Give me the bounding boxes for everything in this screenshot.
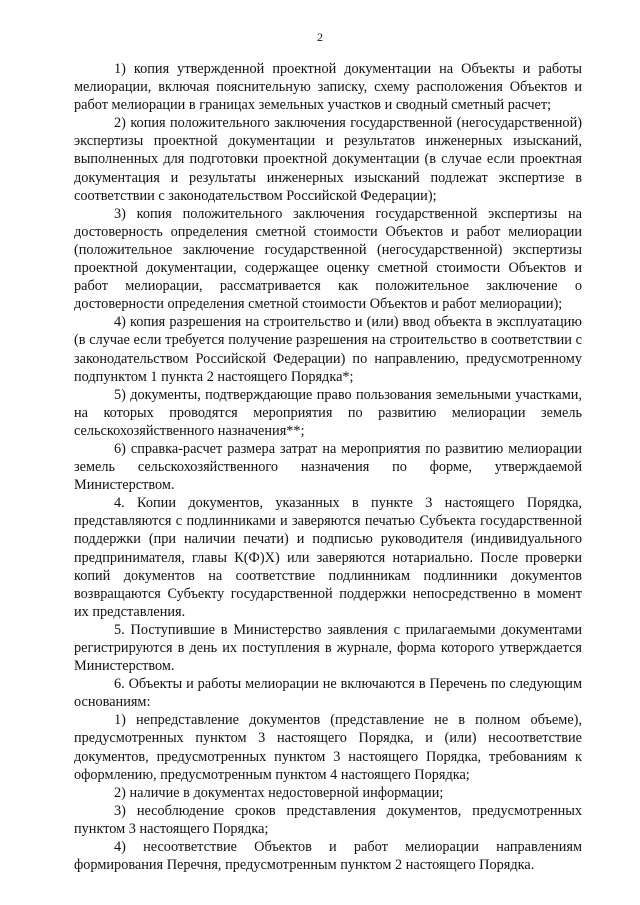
paragraph: 3) копия положительного заключения государственной экспертизы на достоверность определения сметной стоимости Объектов и работ мелиорации (положительное заключение государственной (негосударственной) экспертизы проектной документации, содержащее оценку сметной стоимости Объектов и работ мелиорации, рассматривается как положительное заключение о достоверности определения сметной стоимости Объектов и работ мелиорации); xyxy=(74,205,582,313)
paragraph: 2) наличие в документах недостоверной информации; xyxy=(114,784,444,801)
paragraph: 4) несоответствие Объектов и работ мелиорации направлениям формирования Перечня, предусмотренным пунктом 2 настоящего Порядка. xyxy=(74,839,582,874)
paragraph: 2) копия положительного заключения государственной (негосударственной) экспертизы проектной документации и результатов инженерных изысканий, выполненных для подготовки проектной документации (в случае если проектная документация и результаты инженерных изысканий подлежат экспертизе в соответствии с законодательством Российской Федерации); xyxy=(74,115,582,204)
paragraph: 4. Копии документов, указанных в пункте 3 настоящего Порядка, представляются с подлинниками и заверяются печатью Субъекта государственной поддержки (при наличии печати) и подписью руководителя (индивидуального предпринимателя, главы К(Ф)Х) или заверяются нотариально. После проверки копий документов на соответствие подлинникам подлинники документов возвращаются Субъекту государственной поддержки непосредственно в момент их представления. xyxy=(74,495,582,620)
paragraph: 1) непредставление документов (представление не в полном объеме), предусмотренных пунктом 3 настоящего Порядка, и (или) несоответствие документов, предусмотренных пунктом 3 настоящего Порядка, требованиям к оформлению, предусмотренным пунктом 4 настоящего Порядка; xyxy=(74,712,582,783)
paragraph: 5) документы, подтверждающие право пользования земельными участками, на которых проводятся мероприятия по развитию мелиорации земель сельскохозяйственного назначения**; xyxy=(74,386,582,439)
page-number: 2 xyxy=(317,30,323,44)
paragraph: 6. Объекты и работы мелиорации не включаются в Перечень по следующим основаниям: xyxy=(74,676,582,711)
paragraph: 5. Поступившие в Министерство заявления с прилагаемыми документами регистрируются в день их поступления в журнале, форма которого утверждается Министерством. xyxy=(74,621,582,675)
document-body xyxy=(74,60,582,874)
paragraph: 1) копия утвержденной проектной документации на Объекты и работы мелиорации, включая пояснительную записку, схему расположения Объектов и работ мелиорации в границах земельных участков и сводный сметный расчет; xyxy=(74,61,582,114)
paragraph: 6) справка-расчет размера затрат на мероприятия по развитию мелиорации земель сельскохозяйственного назначения по форме, утверждаемой Министерством. xyxy=(74,440,582,494)
paragraph: 3) несоблюдение сроков представления документов, предусмотренных пунктом 3 настоящего Порядка; xyxy=(74,802,582,837)
paragraph: 4) копия разрешения на строительство и (или) ввод объекта в эксплуатацию (в случае если требуется получение разрешения на строительство в соответствии с законодательством Российской Федерации) по направлению, предусмотренному подпунктом 1 пункта 2 настоящего Порядка*; xyxy=(74,314,582,385)
